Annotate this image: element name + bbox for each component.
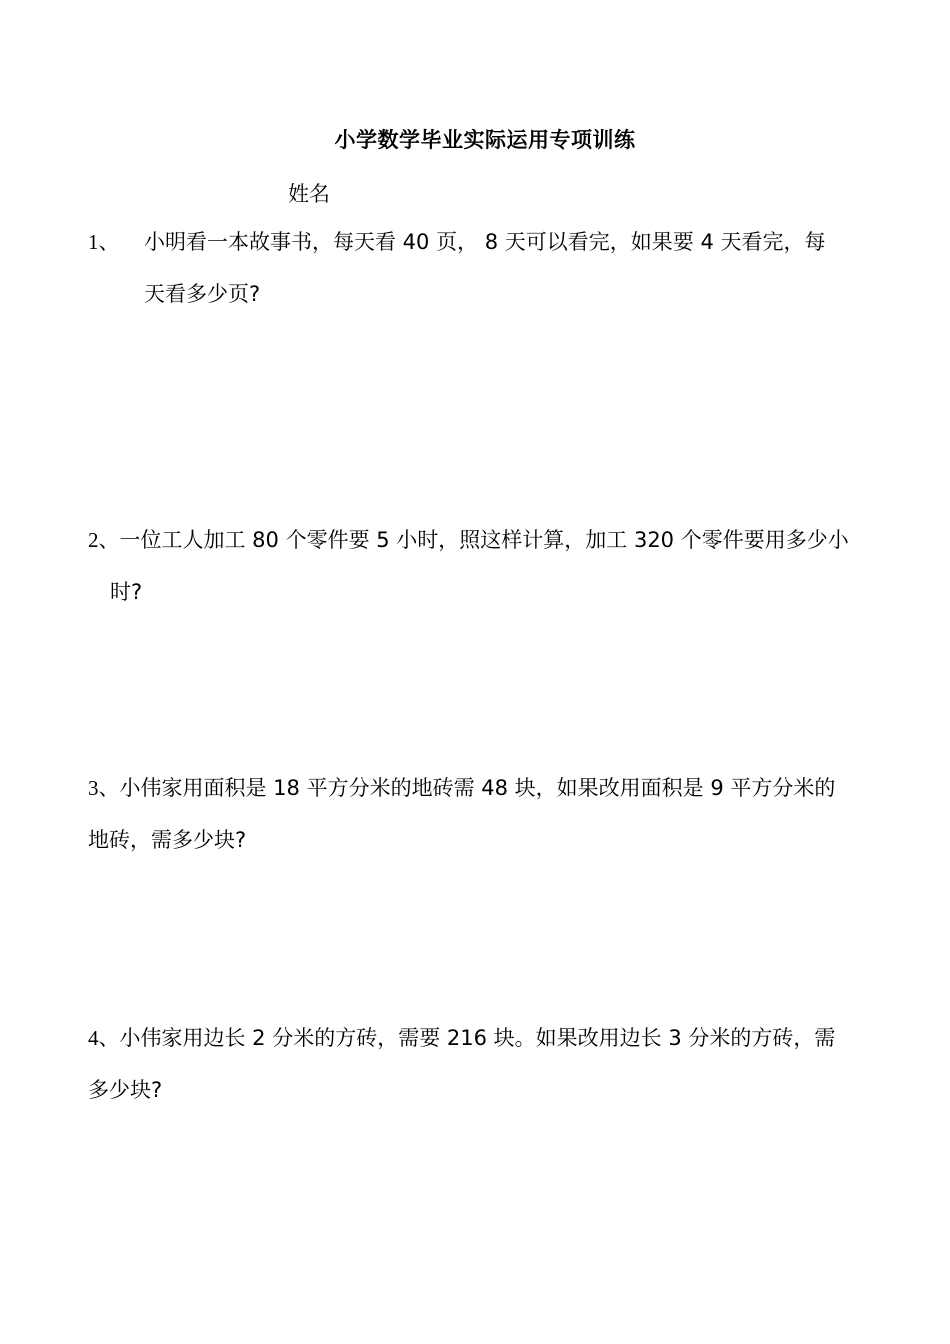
question-2-line-1: 一位工人加工 80 个零件要 5 小时，照这样计算，加工 320 个零件要用多少小 xyxy=(119,528,849,552)
question-1-body xyxy=(144,216,868,320)
name-label: 姓名 xyxy=(288,182,330,206)
question-4-number: 4、 xyxy=(88,1026,120,1050)
question-4-line-2: 多少块? xyxy=(88,1078,163,1102)
question-2-number: 2、 xyxy=(88,528,120,552)
page-title: 小学数学毕业实际运用专项训练 xyxy=(334,128,636,152)
question-3-line-2: 地砖，需多少块? xyxy=(88,828,247,852)
question-1-line-2: 天看多少页? xyxy=(144,282,261,306)
question-1-number: 1、 xyxy=(88,230,120,254)
question-3-number: 3、 xyxy=(88,776,120,800)
question-1 xyxy=(88,216,868,306)
question-2-line-2: 时? xyxy=(110,580,143,604)
question-3 xyxy=(88,762,868,866)
question-1-line-1: 小明看一本故事书，每天看 40 页， 8 天可以看完，如果要 4 天看完，每 xyxy=(144,230,826,254)
question-4-line-1: 小伟家用边长 2 分米的方砖，需要 216 块。如果改用边长 3 分米的方砖，需 xyxy=(119,1026,836,1050)
question-3-line-1: 小伟家用面积是 18 平方分米的地砖需 48 块，如果改用面积是 9 平方分米的 xyxy=(119,776,836,800)
question-4 xyxy=(88,1012,868,1116)
question-2 xyxy=(88,514,868,618)
